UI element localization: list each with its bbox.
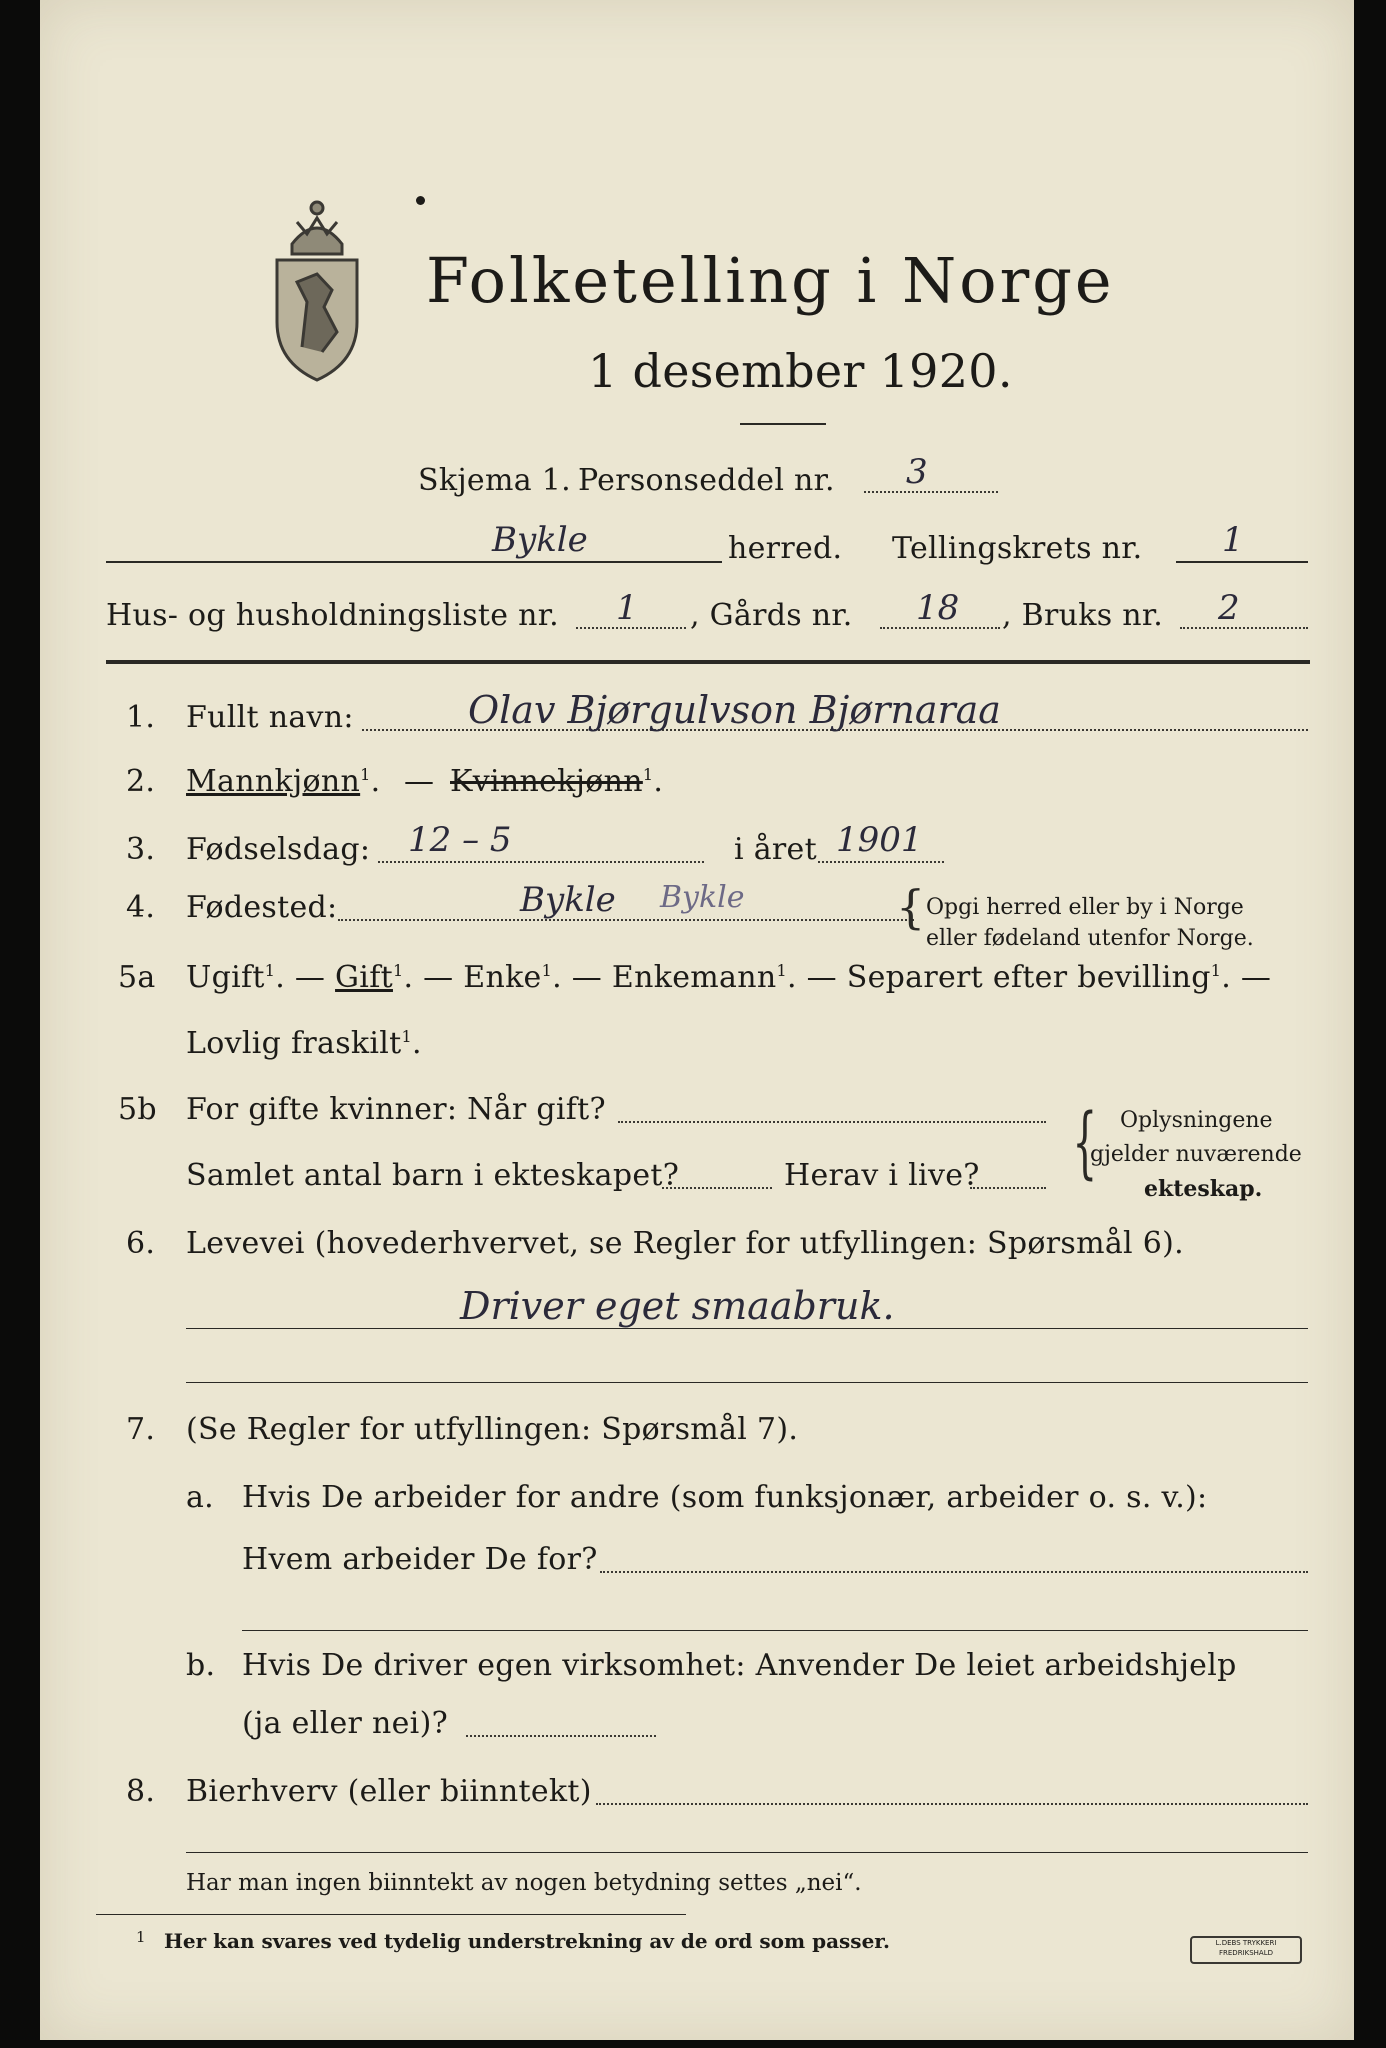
widower-label: . — Enkemann bbox=[552, 960, 777, 995]
married-when-field[interactable] bbox=[618, 1121, 1046, 1123]
birthplace-note-2: eller fødeland utenfor Norge. bbox=[926, 926, 1254, 951]
q2-dot-2: . bbox=[653, 764, 664, 799]
coat-of-arms-icon bbox=[262, 182, 372, 382]
tellingskrets-label: Tellingskrets nr. bbox=[892, 531, 1143, 566]
q5a-number: 5a bbox=[118, 960, 156, 995]
q2-sup-1: 1 bbox=[360, 765, 371, 784]
bruks-field[interactable] bbox=[1180, 627, 1308, 629]
q3-number: 3. bbox=[126, 832, 156, 867]
employer-field-2[interactable] bbox=[242, 1630, 1308, 1631]
q1-label: Fullt navn: bbox=[186, 700, 354, 735]
q2-number: 2. bbox=[126, 764, 156, 799]
birthplace-field[interactable] bbox=[338, 919, 914, 921]
birthday-value: 12 – 5 bbox=[408, 820, 512, 860]
birth-year-value: 1901 bbox=[836, 820, 923, 860]
husliste-value: 1 bbox=[616, 588, 638, 628]
q5b-children-label: Samlet antal barn i ekteskapet? bbox=[186, 1158, 680, 1193]
q6-number: 6. bbox=[126, 1226, 156, 1261]
q5a-sup-1: 1 bbox=[264, 961, 276, 980]
q7b-line-1: Hvis De driver egen virksomhet: Anvender De leiet arbeidshjelp bbox=[242, 1648, 1237, 1683]
tellingskrets-field[interactable] bbox=[1176, 561, 1308, 563]
printer-stamp-line-2: FREDRIKSHALD bbox=[1218, 1949, 1273, 1957]
q4-number: 4. bbox=[126, 890, 156, 925]
hired-help-field[interactable] bbox=[466, 1735, 656, 1737]
q8-number: 8. bbox=[126, 1774, 156, 1809]
q1-number: 1. bbox=[126, 700, 156, 735]
footnote-divider bbox=[96, 1914, 686, 1915]
q2-dot-1: . bbox=[370, 764, 381, 799]
q5b-note-3: ekteskap. bbox=[1144, 1176, 1263, 1202]
footnote-text: Her kan svares ved tydelig understrekning av de ord som passer. bbox=[164, 1929, 890, 1953]
ink-dot bbox=[416, 196, 425, 205]
side-income-field-2[interactable] bbox=[186, 1852, 1308, 1853]
header-divider bbox=[106, 660, 1310, 664]
q7a-number: a. bbox=[186, 1480, 215, 1515]
printer-stamp bbox=[1190, 1936, 1302, 1964]
page-title: Folketelling i Norge bbox=[426, 244, 1115, 317]
q5a-sup-5: 1 bbox=[1210, 961, 1222, 980]
children-total-field[interactable] bbox=[662, 1187, 772, 1189]
divorced-option[interactable] bbox=[186, 1026, 422, 1061]
married-label: Gift bbox=[335, 960, 393, 995]
q5b-alive-label: Herav i live? bbox=[784, 1158, 980, 1193]
q2-sup-2: 1 bbox=[642, 765, 654, 784]
title-divider bbox=[740, 423, 826, 425]
gender-male-option[interactable] bbox=[186, 764, 380, 799]
birthplace-note-1: Opgi herred eller by i Norge bbox=[926, 895, 1244, 920]
civil-status-options[interactable] bbox=[186, 960, 1271, 995]
q8-note: Har man ingen biinntekt av nogen betydning settes „nei“. bbox=[186, 1870, 862, 1896]
q5b-note-2: gjelder nuværende bbox=[1090, 1142, 1302, 1167]
husliste-label: Hus- og husholdningsliste nr. bbox=[106, 598, 559, 633]
occupation-field-1[interactable] bbox=[186, 1328, 1308, 1329]
divorced-label: Lovlig fraskilt bbox=[186, 1026, 402, 1061]
birthplace-value-2: Bykle bbox=[660, 880, 745, 915]
year-label: i året bbox=[734, 832, 817, 867]
children-alive-field[interactable] bbox=[970, 1187, 1046, 1189]
q2-separator: — bbox=[404, 764, 435, 799]
q5b-note-1: Oplysningene bbox=[1120, 1108, 1273, 1133]
q5a-dot: . bbox=[412, 1026, 422, 1061]
q5a-sup-3: 1 bbox=[541, 961, 553, 980]
herred-value: Bykle bbox=[492, 520, 588, 560]
q7b-line-2: (ja eller nei)? bbox=[242, 1706, 448, 1741]
gards-value: 18 bbox=[916, 588, 960, 628]
q5a-sup-2: 1 bbox=[392, 961, 404, 980]
herred-label: herred. bbox=[728, 531, 843, 566]
employer-field[interactable] bbox=[600, 1571, 1308, 1573]
birth-year-field[interactable] bbox=[818, 861, 944, 863]
occupation-value: Driver eget smaabruk. bbox=[460, 1284, 895, 1328]
personseddel-value: 3 bbox=[906, 452, 928, 492]
occupation-field-2[interactable] bbox=[186, 1382, 1308, 1383]
q8-label: Bierhverv (eller biinntekt) bbox=[186, 1774, 592, 1809]
q7a-line-1: Hvis De arbeider for andre (som funksjonær, arbeider o. s. v.): bbox=[242, 1480, 1208, 1515]
gards-label: , Gårds nr. bbox=[690, 598, 853, 633]
q5a-sup-4: 1 bbox=[776, 961, 787, 980]
q3-label: Fødselsdag: bbox=[186, 832, 371, 867]
widow-label: . — Enke bbox=[403, 960, 542, 995]
q5a-sep-1: . — bbox=[275, 960, 336, 995]
q4-brace: { bbox=[896, 880, 926, 934]
q7-label: (Se Regler for utfyllingen: Spørsmål 7). bbox=[186, 1412, 799, 1447]
tellingskrets-value: 1 bbox=[1222, 520, 1244, 560]
bruks-value: 2 bbox=[1218, 588, 1240, 628]
q5a-sep-end: . — bbox=[1221, 960, 1272, 995]
q7-number: 7. bbox=[126, 1412, 156, 1447]
male-label: Mannkjønn bbox=[186, 764, 361, 799]
q5b-line-1: For gifte kvinner: Når gift? bbox=[186, 1092, 606, 1127]
q5a-sup-6: 1 bbox=[401, 1027, 412, 1046]
census-form-page bbox=[40, 0, 1354, 2040]
female-label: Kvinnekjønn bbox=[450, 764, 643, 799]
q4-label: Fødested: bbox=[186, 890, 338, 925]
skjema-label: Skjema 1. bbox=[418, 463, 571, 498]
q5b-brace: { bbox=[1072, 1098, 1098, 1188]
personseddel-field[interactable] bbox=[864, 491, 998, 493]
printer-stamp-line-1: L.DEBS TRYKKERI bbox=[1215, 1939, 1277, 1947]
side-income-field[interactable] bbox=[596, 1803, 1308, 1805]
census-date: 1 desember 1920. bbox=[588, 344, 1013, 398]
q6-label: Levevei (hovederhvervet, se Regler for utfyllingen: Spørsmål 6). bbox=[186, 1226, 1184, 1261]
q5b-number: 5b bbox=[118, 1092, 157, 1127]
q7a-line-2: Hvem arbeider De for? bbox=[242, 1542, 598, 1577]
birthplace-value: Bykle bbox=[520, 880, 616, 920]
q7b-number: b. bbox=[186, 1648, 216, 1683]
footnote-mark: 1 bbox=[136, 1928, 146, 1946]
separated-label: . — Separert efter bevilling bbox=[786, 960, 1211, 995]
unmarried-label: Ugift bbox=[186, 960, 265, 995]
bruks-label: , Bruks nr. bbox=[1002, 598, 1164, 633]
personseddel-label: Personseddel nr. bbox=[578, 463, 835, 498]
full-name-value: Olav Bjørgulvson Bjørnaraa bbox=[468, 688, 1001, 732]
birthday-field[interactable] bbox=[378, 861, 704, 863]
gender-female-option[interactable] bbox=[450, 764, 663, 799]
herred-field[interactable] bbox=[106, 561, 722, 563]
